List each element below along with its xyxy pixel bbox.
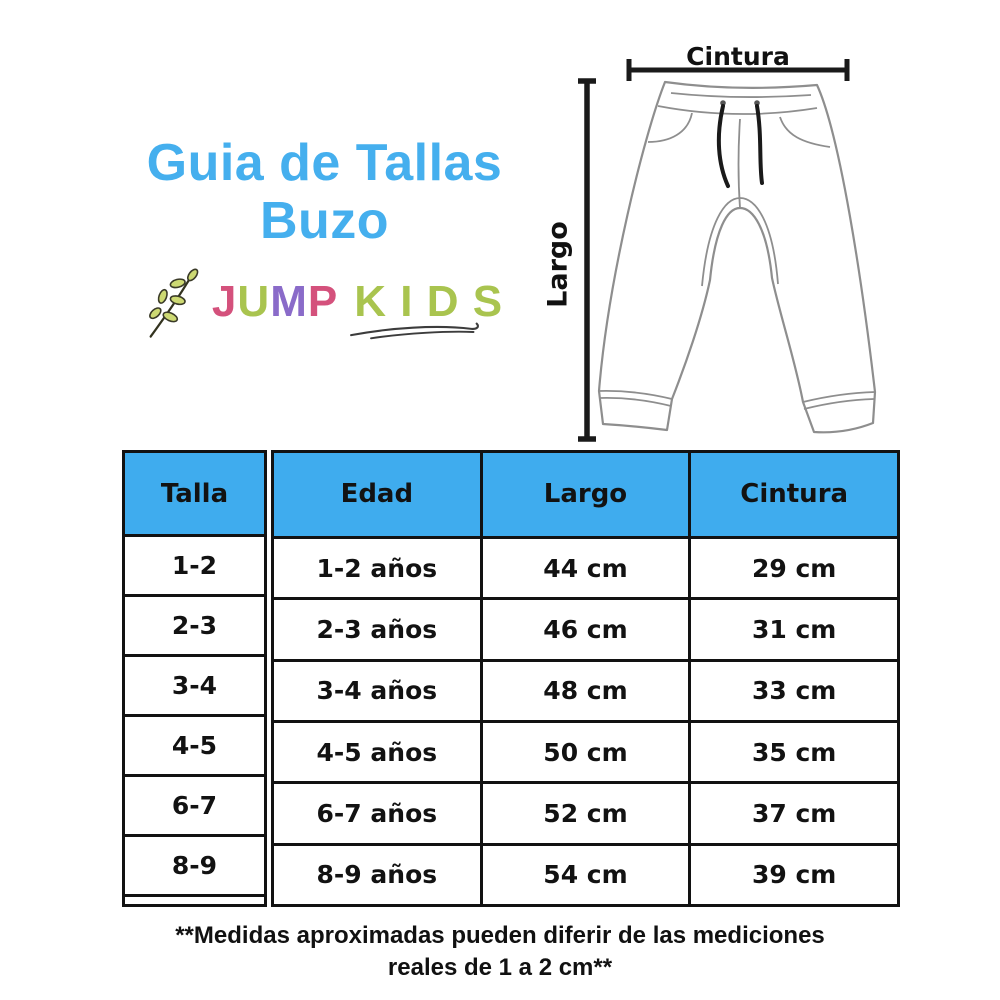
cell-edad: 2-3 años: [273, 599, 482, 660]
column-header-talla: Talla: [124, 452, 266, 536]
cell-talla: 8-9: [124, 836, 266, 896]
underline-swoosh-icon: [348, 321, 484, 343]
size-column-table: [122, 450, 267, 907]
cell-edad: 3-4 años: [273, 660, 482, 721]
column-header-largo: Largo: [481, 452, 690, 538]
disclaimer-line1: **Medidas aproximadas pueden diferir de las mediciones: [175, 922, 825, 949]
cell-edad: 4-5 años: [273, 721, 482, 782]
disclaimer-line2: reales de 1 a 2 cm**: [387, 954, 613, 982]
spacer-cell: [124, 896, 266, 906]
brand-wordmark: [212, 277, 503, 327]
brand-logo: [72, 256, 577, 348]
brand-letter: P: [307, 277, 339, 326]
cell-largo: 52 cm: [481, 783, 690, 844]
brand-letter: U: [237, 277, 271, 326]
cell-largo: 44 cm: [481, 537, 690, 598]
table-row: [124, 716, 266, 776]
table-row: [124, 776, 266, 836]
table-row: [273, 721, 899, 782]
leaf-branch-icon: [146, 261, 202, 343]
cell-largo: 46 cm: [481, 599, 690, 660]
measurement-diagram: [540, 40, 900, 452]
cell-talla: 6-7: [124, 776, 266, 836]
cell-cintura: 33 cm: [690, 660, 899, 721]
brand-letter: M: [270, 277, 308, 326]
cell-cintura: 29 cm: [690, 537, 899, 598]
table-row: [273, 844, 899, 905]
page-title-line2: Buzo: [259, 192, 390, 251]
table-row: [273, 599, 899, 660]
header-row: [273, 452, 899, 538]
size-guide-table: [122, 450, 900, 907]
cell-edad: 6-7 años: [273, 783, 482, 844]
table-row: [124, 656, 266, 716]
page-title: [72, 134, 577, 250]
brand-letter: K: [354, 277, 387, 326]
column-header-edad: Edad: [273, 452, 482, 538]
waist-measure-label: Cintura: [686, 42, 790, 71]
cell-talla: 2-3: [124, 596, 266, 656]
cell-largo: 50 cm: [481, 721, 690, 782]
cell-cintura: 31 cm: [690, 599, 899, 660]
cell-cintura: 37 cm: [690, 783, 899, 844]
table-row: [124, 836, 266, 896]
measurements-table: [271, 450, 900, 907]
spacer-row: [124, 896, 266, 906]
cell-cintura: 39 cm: [690, 844, 899, 905]
brand-letter: D: [426, 277, 460, 326]
cell-cintura: 35 cm: [690, 721, 899, 782]
table-row: [273, 537, 899, 598]
column-header-cintura: Cintura: [690, 452, 899, 538]
brand-word-kids: [354, 277, 503, 327]
page-title-line1: Guia de Tallas: [146, 134, 503, 192]
cell-largo: 48 cm: [481, 660, 690, 721]
cell-edad: 1-2 años: [273, 537, 482, 598]
disclaimer-note: [0, 920, 1000, 985]
table-row: [273, 660, 899, 721]
table-row: [124, 536, 266, 596]
cell-talla: 4-5: [124, 716, 266, 776]
brand-letter: S: [472, 277, 504, 326]
cell-largo: 54 cm: [481, 844, 690, 905]
jogger-pants-outline-icon: [540, 40, 900, 452]
brand-letter: J: [211, 277, 238, 326]
cell-edad: 8-9 años: [273, 844, 482, 905]
table-row: [124, 596, 266, 656]
brand-letter: I: [400, 277, 414, 326]
cell-talla: 3-4: [124, 656, 266, 716]
cell-talla: 1-2: [124, 536, 266, 596]
length-measure-label: Largo: [542, 221, 574, 308]
table-row: [273, 783, 899, 844]
